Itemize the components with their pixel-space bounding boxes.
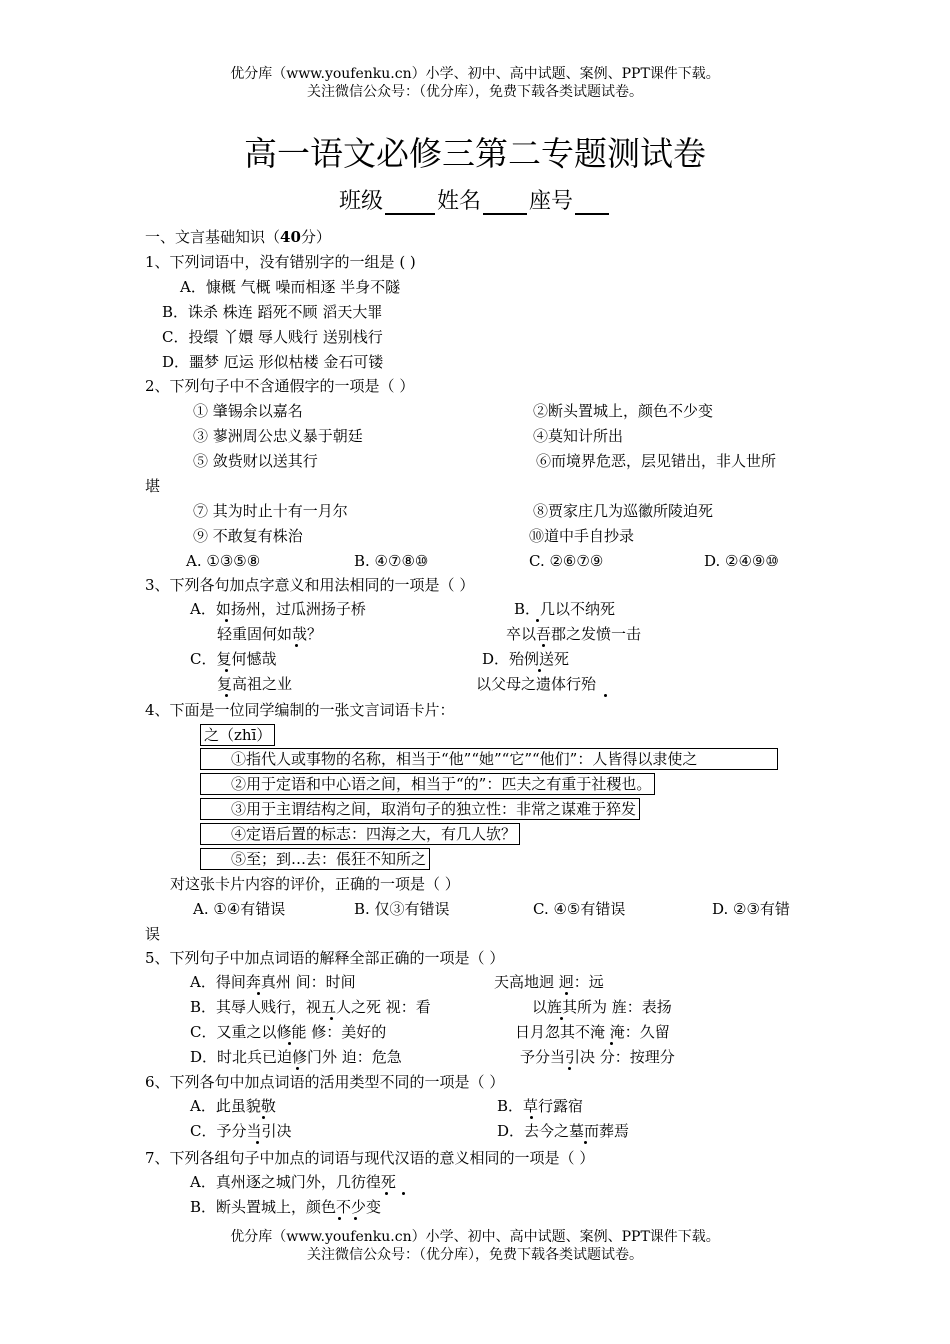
question-4-option-c: C. ④⑤有错误 <box>533 900 626 918</box>
vocab-card-item-4: ④定语后置的标志：四海之大，有几人欤？ <box>200 823 520 845</box>
class-label: 班级 <box>338 189 383 214</box>
question-1-option-d: D．噩梦 厄运 形似枯楼 金石可镂 <box>162 353 384 371</box>
question-6-option-a: A．此虽貌敬 <box>190 1097 276 1115</box>
seat-label: 座号 <box>529 189 574 214</box>
emphasis-dot <box>604 694 607 697</box>
header-line-1: 优分库（www.youfenku.cn）小学、初中、高中试题、案例、PPT课件下载。 <box>230 66 720 82</box>
question-4-option-b: B. 仅③有错误 <box>354 900 450 918</box>
footer-line-1: 优分库（www.youfenku.cn）小学、初中、高中试题、案例、PPT课件下载。 <box>230 1229 720 1245</box>
question-2-item-10: ⑩道中手自抄录 <box>529 527 635 545</box>
question-5-option-c-left: C．又重之以修能 修：美好的 <box>190 1023 387 1041</box>
question-3-option-c-line-1: C．复何憾哉 <box>190 650 277 668</box>
page-title: 高一语文必修三第二专题测试卷 <box>244 134 706 173</box>
section-heading: 一、文言基础知识（40分） <box>145 228 331 246</box>
question-2-item-9: ⑨ 不敢复有株治 <box>193 527 303 545</box>
question-1-option-a: A．慷概 气概 噪而相逐 半身不隧 <box>180 278 401 296</box>
question-6-option-c: C．予分当引决 <box>190 1122 292 1140</box>
question-2-item-3: ③ 蓼洲周公忠义暴于朝廷 <box>193 427 363 445</box>
question-5-option-c-right: 日月忽其不淹 淹：久留 <box>515 1023 670 1041</box>
question-2-item-8: ⑧贾家庄几为巡徽所陵迫死 <box>533 502 714 520</box>
question-6-option-b: B．草行露宿 <box>497 1097 584 1115</box>
name-blank[interactable] <box>483 193 527 215</box>
question-1-stem: 1、下列词语中，没有错别字的一组是 ( ) <box>145 253 416 271</box>
question-3-option-b-line-2: 卒以吾郡之发愤一击 <box>506 625 642 643</box>
question-2-option-a: A. ①③⑤⑧ <box>186 552 261 570</box>
emphasis-dot <box>565 992 568 995</box>
emphasis-dot <box>560 1017 563 1020</box>
question-6-option-d: D．去今之墓而葬焉 <box>497 1122 630 1140</box>
question-5-option-a-left: A．得间奔真州 间：时间 <box>190 973 356 991</box>
question-4-option-d: D. ②③有错 <box>712 900 790 918</box>
emphasis-dot <box>225 694 228 697</box>
emphasis-dot <box>530 1116 533 1119</box>
question-1-option-c: C．投缳 丫嬛 辱人贱行 送别栈行 <box>162 328 383 346</box>
question-4-option-d-wrap: 误 <box>145 925 161 943</box>
question-3-option-b-line-1: B．几以不纳死 <box>514 600 616 618</box>
vocab-card-item-2: ②用于定语和中心语之间，相当于“的”：匹夫之有重于社稷也。 <box>200 773 655 795</box>
emphasis-dot <box>354 1217 357 1220</box>
question-7-option-a: A．真州逐之城门外，几彷徨死 <box>190 1173 396 1191</box>
vocab-card-item-5: ⑤至；到…去：倀狂不知所之 <box>200 848 430 870</box>
question-3-option-d-line-2: 以父母之遗体行殆 <box>476 675 597 693</box>
question-2-stem: 2、下列句子中不含通假字的一项是（ ） <box>145 377 415 395</box>
emphasis-dot <box>584 1141 587 1144</box>
question-2-item-5: ⑤ 敛赀财以送其行 <box>193 452 318 470</box>
question-1-option-b: B．诛杀 株连 蹈死不顾 滔天大罪 <box>162 303 383 321</box>
emphasis-dot <box>385 1192 388 1195</box>
emphasis-dot <box>262 1116 265 1119</box>
emphasis-dot <box>610 1042 613 1045</box>
question-2-option-b: B. ④⑦⑧⑩ <box>354 552 429 570</box>
question-2-item-6-wrap: 堪 <box>145 477 161 495</box>
emphasis-dot <box>296 1067 299 1070</box>
question-2-option-c: C. ②⑥⑦⑨ <box>529 552 604 570</box>
question-5-option-d-right: 予分当引决 分：按理分 <box>520 1048 675 1066</box>
question-6-stem: 6、下列各句中加点词语的活用类型不同的一项是（ ） <box>145 1073 505 1091</box>
question-2-item-7: ⑦ 其为时止十有一月尔 <box>193 502 348 520</box>
question-3-option-a-line-1: A．如扬州，过瓜洲扬子桥 <box>190 600 366 618</box>
question-2-item-4: ④莫知计所出 <box>533 427 624 445</box>
emphasis-dot <box>225 669 228 672</box>
question-2-item-1: ① 肇锡余以嘉名 <box>193 402 303 420</box>
question-5-option-b-left: B．其辱人贱行，视五人之死 视：看 <box>190 998 431 1016</box>
question-3-option-a-line-2: 轻重固何如哉？ <box>217 625 323 643</box>
question-7-stem: 7、下列各组句子中加点的词语与现代汉语的意义相同的一项是（ ） <box>145 1149 595 1167</box>
question-3-stem: 3、下列各句加点字意义和用法相同的一项是（ ） <box>145 576 475 594</box>
question-3-option-c-line-2: 复高祖之业 <box>217 675 293 693</box>
emphasis-dot <box>568 1067 571 1070</box>
student-info-line <box>0 184 950 215</box>
emphasis-dot <box>402 1192 405 1195</box>
question-4-evaluate: 对这张卡片内容的评价，正确的一项是（ ） <box>170 875 460 893</box>
emphasis-dot <box>256 1141 259 1144</box>
question-4-stem: 4、下面是一位同学编制的一张文言词语卡片： <box>145 701 455 719</box>
vocab-card-item-1: ①指代人或事物的名称，相当于“他”“她”“它”“他们”：人皆得以隶使之 <box>200 748 778 770</box>
emphasis-dot <box>542 644 545 647</box>
question-5-option-b-right: 以旌其所为 旌：表扬 <box>532 998 672 1016</box>
emphasis-dot <box>536 619 539 622</box>
emphasis-dot <box>225 619 228 622</box>
question-2-item-6: ⑥而境界危恶，层见错出，非人世所 <box>536 452 777 470</box>
emphasis-dot <box>257 992 260 995</box>
vocab-card-head: 之（zhī） <box>200 724 275 746</box>
emphasis-dot <box>288 1042 291 1045</box>
question-7-option-b: B．断头置城上，颜色不少变 <box>190 1198 382 1216</box>
emphasis-dot <box>295 644 298 647</box>
question-3-option-d-line-1: D．殆例送死 <box>482 650 570 668</box>
footer-line-2: 关注微信公众号：（优分库），免费下载各类试题试卷。 <box>307 1247 643 1263</box>
emphasis-dot <box>538 669 541 672</box>
class-blank[interactable] <box>385 193 435 215</box>
question-5-option-d-left: D．时北兵已迫修门外 迫：危急 <box>190 1048 402 1066</box>
question-5-stem: 5、下列句子中加点词语的解释全部正确的一项是（ ） <box>145 949 505 967</box>
question-5-option-a-right: 天高地迥 迥：远 <box>494 973 604 991</box>
emphasis-dot <box>338 1217 341 1220</box>
question-2-option-d: D. ②④⑨⑩ <box>704 552 779 570</box>
header-line-2: 关注微信公众号：（优分库），免费下载各类试题试卷。 <box>307 84 643 100</box>
seat-blank[interactable] <box>575 193 609 215</box>
vocab-card-item-3: ③用于主谓结构之间，取消句子的独立性：非常之谋难于猝发 <box>200 798 640 820</box>
emphasis-dot <box>330 1017 333 1020</box>
question-2-item-2: ②断头置城上，颜色不少变 <box>533 402 714 420</box>
question-4-option-a: A. ①④有错误 <box>193 900 286 918</box>
name-label: 姓名 <box>436 189 481 214</box>
